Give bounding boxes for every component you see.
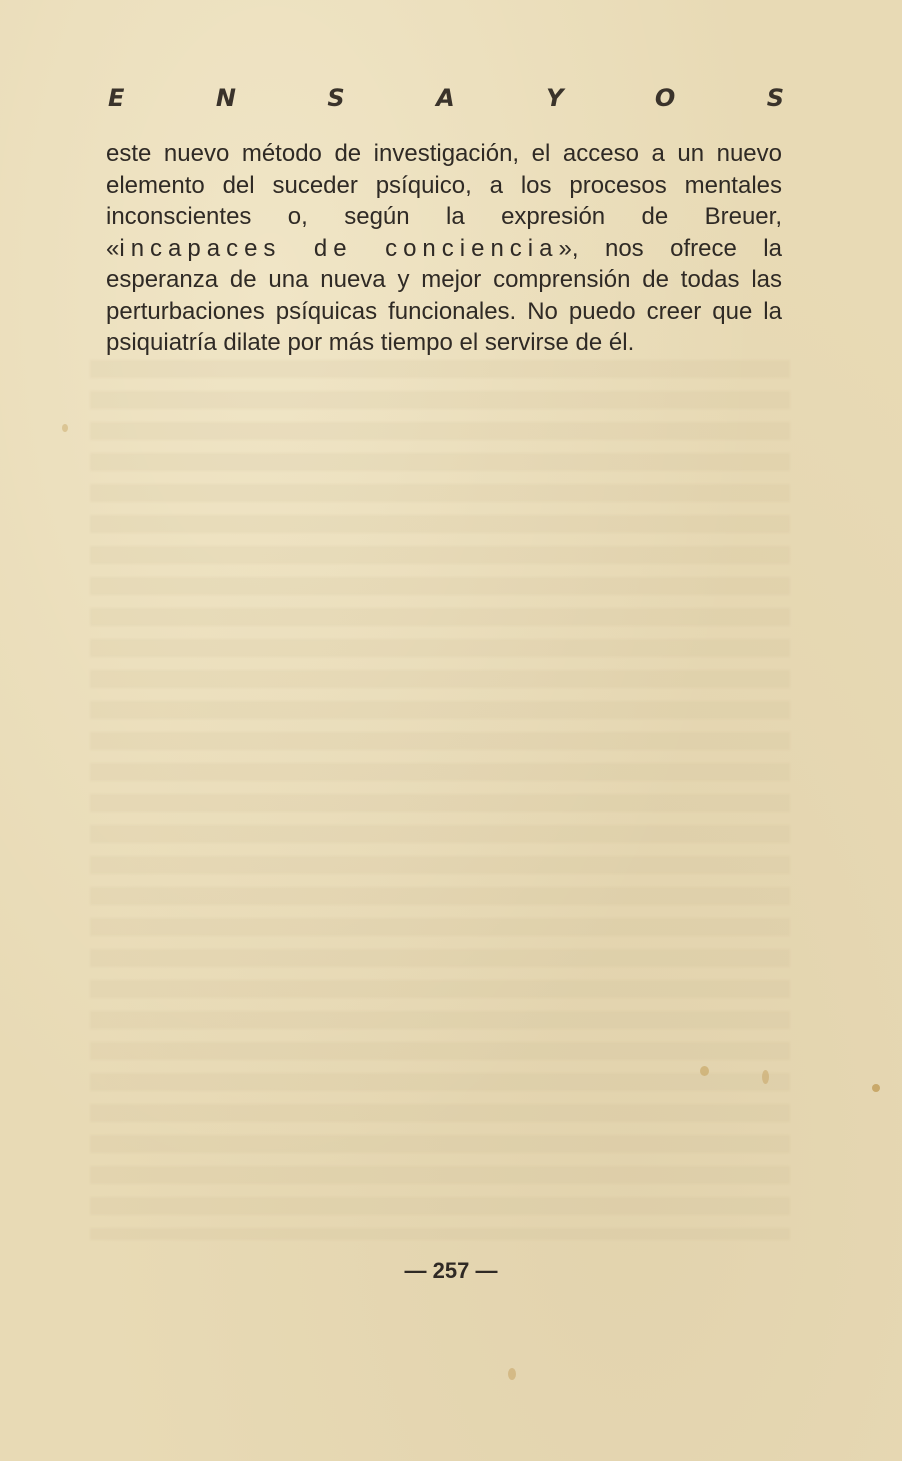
paper-speck <box>872 1084 880 1092</box>
paper-speck <box>62 424 68 432</box>
running-head-letter: E <box>108 84 125 112</box>
paper-speck <box>762 1070 769 1084</box>
body-text <box>106 138 782 359</box>
running-head <box>108 84 784 112</box>
paragraph-text-after: », nos ofrece la esperanza de una nueva y mejor comprensión de todas las perturbaciones psíquicas funcionales. No puedo creer que la psiquiatría dilate por más tiempo el servirse de él. <box>106 234 782 356</box>
paragraph <box>106 138 782 359</box>
running-head-letter: A <box>436 84 455 112</box>
running-head-letter: O <box>654 84 676 112</box>
running-head-letter: N <box>215 84 236 112</box>
paragraph-text-before: este nuevo método de investigación, el acceso a un nuevo elemento del suceder psíquico, a los procesos mentales inconscientes o, según la expresión de Breuer, « <box>106 140 782 262</box>
page-number: — 257 — <box>404 1258 498 1283</box>
paper-speck <box>700 1066 709 1076</box>
running-head-letter: S <box>766 84 784 112</box>
paper-speck <box>508 1368 516 1380</box>
running-head-letter: S <box>327 84 345 112</box>
emphasized-phrase: incapaces de conciencia <box>119 234 559 262</box>
running-head-letter: Y <box>546 84 564 112</box>
show-through-text <box>90 360 790 1240</box>
